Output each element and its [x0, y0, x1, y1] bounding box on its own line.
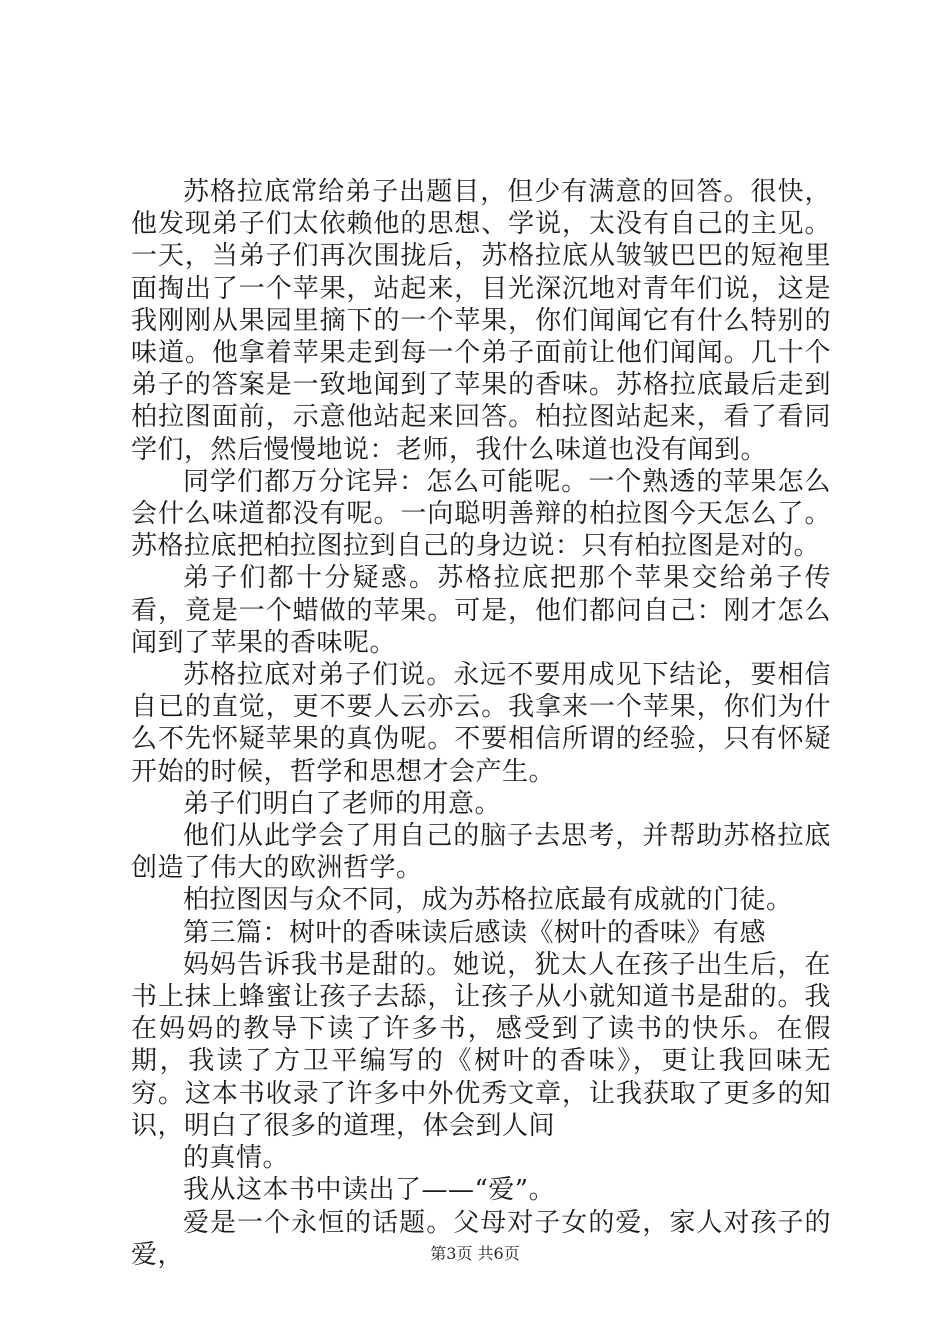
paragraph-learned-thinking: 他们从此学会了用自己的脑子去思考，并帮助苏格拉底创造了伟大的欧洲哲学。	[131, 821, 831, 884]
paragraph-wax-apple: 弟子们都十分疑惑。苏格拉底把那个苹果交给弟子传看，竟是一个蜡做的苹果。可是，他们都问自己：刚才怎么闻到了苹果的香味呢。	[131, 563, 831, 658]
paragraph-books-sweet: 妈妈告诉我书是甜的。她说，犹太人在孩子出生后，在书上抹上蜂蜜让孩子去舔，让孩子从小就知道书是甜的。我在妈妈的教导下读了许多书，感受到了读书的快乐。在假期，我读了方卫平编写的《树叶的香味》，更让我回味无穷。这本书收录了许多中外优秀文章，让我获取了更多的知识，明白了很多的道理，体会到人间	[131, 949, 831, 1141]
paragraph-students-surprised: 同学们都万分诧异：怎么可能呢。一个熟透的苹果怎么会什么味道都没有呢。一向聪明善辩的柏拉图今天怎么了。苏格拉底把柏拉图拉到自己的身边说：只有柏拉图是对的。	[131, 466, 831, 562]
paragraph-read-love: 我从这本书中读出了——“爱”。	[183, 1175, 556, 1206]
paragraph-apple-story: 苏格拉底常给弟子出题目，但少有满意的回答。很快，他发现弟子们太依赖他的思想、学说，太没有自己的主见。一天，当弟子们再次围拢后，苏格拉底从皱皱巴巴的短袍里面掏出了一个苹果，站起来，目光深沉地对青年们说，这是我刚刚从果园里摘下的一个苹果，你们闻闻它有什么特别的味道。他拿着苹果走到每一个弟子面前让他们闻闻。几十个弟子的答案是一致地闻到了苹果的香味。苏格拉底最后走到柏拉图面前，示意他站起来回答。柏拉图站起来，看了看同学们，然后慢慢地说：老师，我什么味道也没有闻到。	[131, 177, 831, 465]
paragraph-true-feelings: 的真情。	[183, 1143, 290, 1174]
page-number-footer: 第3页 共6页	[430, 1244, 520, 1263]
paragraph-socrates-lesson: 苏格拉底对弟子们说。永远不要用成见下结论，要相信自已的直觉，更不要人云亦云。我拿来一个苹果，你们为什么不先怀疑苹果的真伪呢。不要相信所谓的经验，只有怀疑开始的时候，哲学和思想才会产生。	[131, 660, 831, 787]
document-body	[131, 176, 831, 1271]
paragraph-plato-disciple: 柏拉图因与众不同，成为苏格拉底最有成就的门徒。	[183, 885, 793, 916]
paragraph-love-topic: 爱是一个永恒的话题。父母对子女的爱，家人对孩子的爱，	[131, 1207, 831, 1270]
section-heading: 第三篇：树叶的香味读后感读《树叶的香味》有感	[183, 917, 767, 948]
paragraph-understood: 弟子们明白了老师的用意。	[183, 788, 502, 819]
